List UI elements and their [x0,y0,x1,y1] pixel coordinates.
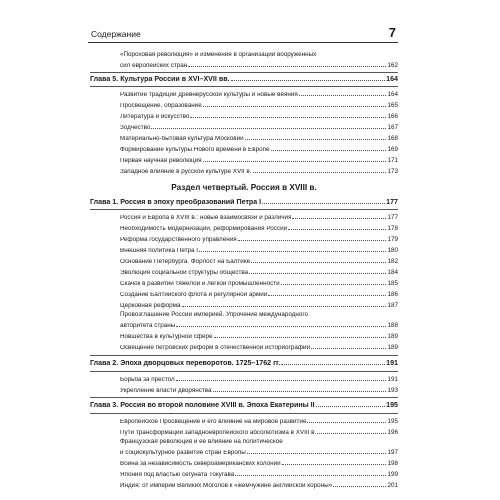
toc-entry [90,386,398,394]
chapter-page: 164 [386,75,398,83]
leader-dots [214,332,387,338]
chapter-title: Глава 3. Россия во второй половине XVIII в. Эпоха Екатерины II [90,402,315,409]
toc-entry-text: Первая научная революция [120,158,202,164]
toc-entry-page: 164 [387,91,398,98]
toc-entry-page: 173 [387,168,398,175]
toc-entry [90,134,398,142]
toc-entry-text: Основание Петербурга. Форпост на Балтике [120,259,251,265]
toc-entry [90,224,398,232]
toc-entry [90,481,398,489]
toc-entry [90,290,398,298]
toc-entry [90,52,398,60]
toc-entry-page: 187 [387,302,398,309]
toc-entry-text: Создание Балтийского флота и регулярной армии [120,292,268,298]
toc-entry [90,101,398,109]
toc-entry-text: Материально-бытовая культура Московии [120,136,244,142]
running-header [88,25,398,42]
divider [90,72,398,73]
toc-entry-page: 168 [387,135,398,142]
chapter-heading [90,359,398,369]
leader-dots [238,235,387,241]
leader-dots [176,375,387,381]
divider [90,371,398,372]
toc-entry-page: 196 [387,429,398,436]
toc-entry-page: 198 [387,460,398,467]
section-title: Раздел четвертый. Россия в XVIII в. [171,183,317,192]
toc-entry-text: Индия: от империи Великих Моголов к «жемчужине английской короны» [120,483,333,489]
leader-dots [203,101,387,107]
toc-entry [90,321,398,329]
leader-dots [245,134,387,140]
toc-entry [90,156,398,164]
toc-entry-page: 182 [387,258,398,265]
toc-entry [90,257,398,265]
header-rule [88,42,398,43]
toc-entry-text-line1: Провозглашение России империей. Упрочение международного [120,311,309,318]
toc-entry [90,145,398,153]
toc-entry [90,417,398,425]
leader-dots [299,90,387,96]
leader-dots [213,386,387,392]
leader-dots [151,123,386,129]
toc-entry-page: 189 [387,344,398,351]
leader-dots [311,343,386,349]
page-number: 7 [388,25,396,40]
divider [90,397,398,398]
toc-entry [90,448,398,456]
chapter-title: Глава 2. Эпоха дворцовых переворотов. 1725–1762 гг. [90,360,281,367]
toc-entry [90,112,398,120]
header-title: Содержание [91,29,141,39]
leader-dots [176,321,386,327]
toc-entry-text: сил европейских стран [120,63,188,69]
leader-dots [251,257,386,263]
toc-entry-page: 197 [387,449,398,456]
toc-entry [90,90,398,98]
toc-entry-page: 167 [387,124,398,131]
toc-entry [90,167,398,175]
toc-entry-page: 169 [387,146,398,153]
leader-dots [188,61,386,67]
toc-entry-text: Новшества в культурной сфере [120,334,213,340]
toc-entry-text: Западное влияние в русской культуре XVII в. [120,169,252,175]
toc-entry-page: 193 [387,387,398,394]
toc-entry-page: 177 [387,214,398,221]
leader-dots [199,246,386,252]
leader-dots [307,417,386,423]
toc-entry-page: 166 [387,113,398,120]
toc-entry [90,312,398,320]
toc-entry [90,470,398,478]
leader-dots [182,301,387,307]
chapter-page: 191 [386,359,398,367]
toc-entry-page: 179 [387,236,398,243]
toc-entry-text: Россия и Европа в XVIII в.: новые взаимосвязи и различия [120,215,292,221]
toc-entry [90,439,398,447]
leader-dots [268,290,386,296]
leader-dots [316,401,386,407]
toc-entry-text-line1: Французская революция и ее влияние на политическое [120,438,283,445]
leader-dots [281,279,387,285]
chapter-title: Глава 1. Россия в эпоху преобразований Петра I [90,199,262,206]
toc-entry-page: 186 [387,291,398,298]
toc-entry-page: 195 [387,418,398,425]
toc-entry-text: Борьба за престол [120,377,175,383]
divider [90,413,398,414]
toc-entry-page: 199 [387,471,398,478]
leader-dots [281,359,385,365]
toc-entry [90,123,398,131]
toc-entry-page: 162 [387,62,398,69]
toc-entry-text: Эволюция социальной структуры общества [120,270,249,276]
toc-entry-text: Япония под властью сегуната Токугава [120,472,235,478]
toc-entry-text: Развитие традиций древнерусской культуры и новые веяния [120,92,298,98]
toc-entry [90,332,398,340]
divider [90,209,398,210]
toc-entry-text: Внешняя политика Петра I [120,248,198,254]
toc-entry-text: Формирование культуры Нового времени в Европе [120,147,270,153]
leader-dots [253,167,387,173]
toc-entry [90,235,398,243]
leader-dots [262,198,385,204]
toc-entry [90,268,398,276]
toc-entry-text: Европейское Просвещение и его влияние на мировое развитие [120,419,307,425]
toc-entry-page: 201 [387,482,398,489]
leader-dots [282,459,387,465]
toc-entry-page: 184 [387,269,398,276]
toc-entry [90,428,398,436]
leader-dots [190,112,386,118]
leader-dots [333,481,386,487]
toc-entry-page: 178 [387,225,398,232]
toc-entry-page: 165 [387,102,398,109]
toc-entry-page: 180 [387,247,398,254]
toc-entry [90,301,398,309]
divider [90,86,398,87]
toc-entry-text: Необходимость модернизации, реформирования России [120,226,288,232]
chapter-title: Глава 5. Культура России в XVI–XVII вв. [90,76,230,83]
leader-dots [292,213,386,219]
leader-dots [249,268,386,274]
toc-entry [90,343,398,351]
leader-dots [271,145,387,151]
divider [90,355,398,356]
toc-entry-page: 191 [387,376,398,383]
chapter-heading [90,198,398,208]
toc-entry-text: Зодчество [120,125,151,131]
leader-dots [203,156,387,162]
chapter-page: 195 [386,401,398,409]
toc-entry [90,375,398,383]
toc-entry-text: авторитета страны [120,323,176,329]
chapter-heading [90,75,398,85]
leader-dots [247,448,387,454]
toc-entry-page: 171 [387,157,398,164]
toc-entry-text: Пути трансформации западноевропейского абсолютизма в XVIII в. [120,430,317,436]
toc-entry-page: 188 [387,322,398,329]
chapter-heading [90,401,398,411]
toc-entry-text: Просвещение, образование [120,103,202,109]
toc-entry-page: 185 [387,280,398,287]
toc-entry-text: Скачок в развитии тяжелой и легкой промышленности [120,281,280,287]
toc-entry [90,246,398,254]
toc-entry-text: Освещение петровских реформ в отечественной историографии [120,345,311,351]
toc-entry-text: Реформа государственного управления [120,237,237,243]
leader-dots [288,224,386,230]
toc-entry [90,213,398,221]
toc-entry-text: Литература и искусство [120,114,190,120]
toc-entry-text-line1: «Пороховая революция» и изменения в организации вооруженных [120,51,317,58]
leader-dots [235,470,386,476]
toc-entry-page: 189 [387,333,398,340]
toc-entry-text: Укрепление власти дворянства [120,388,212,394]
toc-entry [90,279,398,287]
toc-entry [90,459,398,467]
toc-entry-text: и социокультурное развитие стран Европы [120,450,246,456]
chapter-page: 177 [386,198,398,206]
toc-entry [90,61,398,69]
toc-entry-text: Церковная реформа [120,303,181,309]
leader-dots [231,75,386,81]
leader-dots [317,428,386,434]
toc-entry-text: Война за независимость североамериканских колоний [120,461,281,467]
